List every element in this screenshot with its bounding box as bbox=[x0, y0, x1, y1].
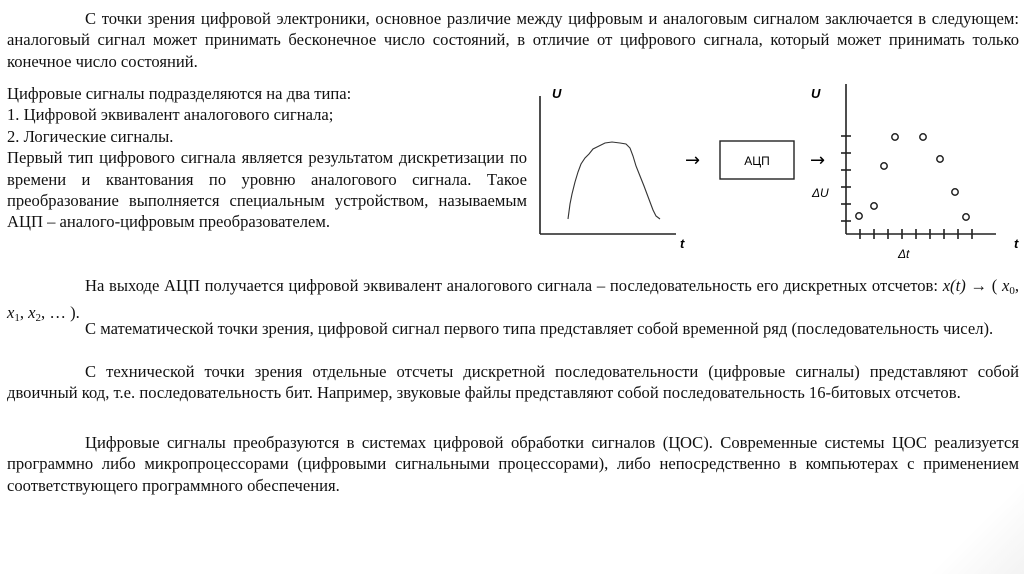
sample-point bbox=[920, 134, 926, 140]
sample-point bbox=[963, 214, 969, 220]
formula-xt: x(t) bbox=[942, 276, 966, 295]
formula-tail: , … ). bbox=[41, 303, 80, 323]
formula-arrow: → bbox=[970, 276, 988, 295]
paragraph-tech: С технической точки зрения отдельные отсчеты дискретной последовательности (цифровые сигналы) представляют собой двоичный код, т.е. последовательность бит. Например, звуковые файлы представляют собой последовательность 16-битовых отсчетов. bbox=[7, 362, 1019, 403]
discrete-samples bbox=[856, 134, 969, 220]
formula-open: ( bbox=[991, 276, 998, 295]
arrow-from-adc: → bbox=[810, 150, 826, 171]
page-corner-shadow bbox=[904, 484, 1024, 574]
formula-sub0: 0 bbox=[1009, 285, 1015, 297]
delta-u-label: ΔU bbox=[812, 186, 829, 200]
analog-signal-curve bbox=[568, 142, 660, 219]
sample-point bbox=[937, 156, 943, 162]
paragraph-math: С математической точки зрения, цифровой сигнал первого типа представляет собой временной ряд (последовательность чисел). bbox=[85, 319, 994, 338]
types-intro: Цифровые сигналы подразделяются на два типа: bbox=[7, 84, 352, 103]
type-item-1: 1. Цифровой эквивалент аналогового сигнала; bbox=[7, 105, 334, 125]
formula-x0: x bbox=[1001, 276, 1010, 295]
formula-sub1: 1 bbox=[14, 312, 20, 325]
paragraph-intro: С точки зрения цифровой электроники, основное различие между цифровым и аналоговым сигналом заключается в следующем: аналоговый сигнал может принимать бесконечное число состояний, в отличие от цифрового сигнала, который может принимать только конечное число состояний. bbox=[7, 9, 1019, 71]
sample-point bbox=[952, 189, 958, 195]
left-u-label: U bbox=[552, 86, 562, 101]
adc-label: АЦП bbox=[744, 154, 770, 168]
sample-point bbox=[856, 213, 862, 219]
formula-x2: x bbox=[28, 303, 36, 323]
adc-figure bbox=[530, 76, 1024, 276]
formula-x1: x bbox=[7, 303, 15, 323]
sample-point bbox=[871, 203, 877, 209]
paragraph-first-type: Первый тип цифрового сигнала является результатом дискретизации по времени и квантования по уровню аналогового сигнала. Такое преобразование выполняется специальным устройством, называемым АЦП – аналого-цифровым преобразователем. bbox=[7, 148, 527, 232]
right-t-label: t bbox=[1014, 236, 1019, 251]
formula-sub2: 2 bbox=[35, 312, 42, 325]
sample-point bbox=[881, 163, 887, 169]
sample-formula: x(t) → ( $x_0$, $x_1$, $x_2$, … ). bbox=[7, 276, 1019, 325]
delta-t-label: Δt bbox=[898, 247, 910, 261]
type-item-2: 2. Логические сигналы. bbox=[7, 126, 174, 146]
sample-point bbox=[892, 134, 898, 140]
paragraph-dsp: Цифровые сигналы преобразуются в системах цифровой обработки сигналов (ЦОС). Современные системы ЦОС реализуется программно либо микропроцессорами (цифровыми сигнальными процессорами), либо непосредственно в компьютерах с применением соответствующего программного обеспечения. bbox=[7, 433, 1019, 495]
adc-output-text: На выходе АЦП получается цифровой эквивалент аналогового сигнала – последовательность его дискретных отсчетов: bbox=[85, 276, 938, 295]
types-list bbox=[7, 83, 527, 233]
left-t-label: t bbox=[680, 236, 685, 251]
arrow-to-adc: → bbox=[685, 150, 701, 171]
right-u-label: U bbox=[811, 86, 821, 101]
